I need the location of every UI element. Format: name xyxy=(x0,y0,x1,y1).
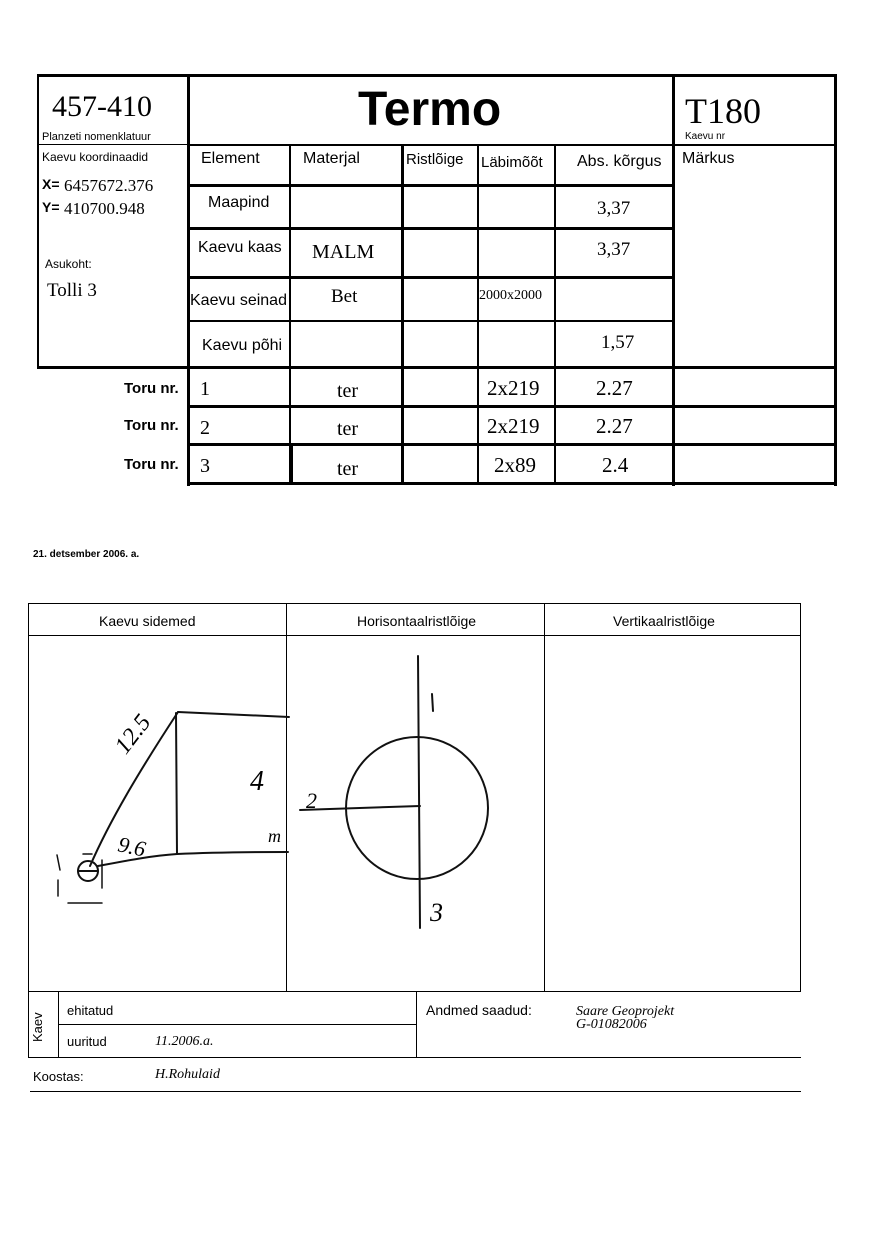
handwritten-m: m xyxy=(268,826,281,846)
col-header-remarks: Märkus xyxy=(682,150,735,167)
data-source-code: G-01082006 xyxy=(576,1017,647,1032)
pipe-1-number: 1 xyxy=(200,378,210,400)
well-side-label: Kaev xyxy=(30,1012,45,1042)
y-coordinate: 410700.948 xyxy=(64,199,145,218)
col-header-abs-height: Abs. kõrgus xyxy=(577,153,662,170)
row-walls-material: Bet xyxy=(331,286,358,307)
handwritten-12-5: 12.5 xyxy=(110,709,157,760)
well-number-label: Kaevu nr xyxy=(685,131,726,142)
row-lid-material: MALM xyxy=(312,241,375,263)
row-lid-height: 3,37 xyxy=(597,239,631,260)
pipe-3-material: ter xyxy=(337,458,359,480)
pipe-2-material: ter xyxy=(337,418,359,440)
pipe-2-height: 2.27 xyxy=(596,414,633,438)
y-label: Y= xyxy=(42,199,60,215)
data-source-company: Saare Geoprojekt xyxy=(576,1004,675,1019)
col-header-element: Element xyxy=(201,150,260,167)
pipe-1-material: ter xyxy=(337,380,359,402)
row-ground-element: Maapind xyxy=(208,194,270,211)
sketch-header-connections: Kaevu sidemed xyxy=(99,613,196,629)
x-label: X= xyxy=(42,176,60,192)
coordinates-label: Kaevu koordinaadid xyxy=(42,150,149,164)
data-source-label: Andmed saadud: xyxy=(426,1002,532,1018)
col-header-cross-section: Ristlõige xyxy=(406,151,464,168)
row-walls-element: Kaevu seinad xyxy=(190,292,287,309)
col-header-diameter: Läbimõõt xyxy=(481,154,543,171)
pipe-1-label: Toru nr. xyxy=(124,380,179,397)
pipe-3-diameter: 2x89 xyxy=(494,453,536,477)
x-coordinate: 6457672.376 xyxy=(64,176,154,195)
pipe-3-label: Toru nr. xyxy=(124,456,179,473)
pipe-1-diameter: 2x219 xyxy=(487,376,540,400)
well-number-value: T180 xyxy=(685,91,761,131)
surveyed-value: 11.2006.a. xyxy=(155,1034,214,1049)
pipe-3-number: 3 xyxy=(200,455,210,477)
surveyed-label: uuritud xyxy=(67,1034,107,1049)
pipe-3-line xyxy=(300,806,420,810)
handwritten-4: 4 xyxy=(250,766,264,797)
pipe-3-height: 2.4 xyxy=(602,453,629,477)
row-ground-height: 3,37 xyxy=(597,198,631,219)
nomenclature-label: Planzeti nomenklatuur xyxy=(42,131,151,143)
compiled-label: Koostas: xyxy=(33,1069,84,1084)
pipe-2-label: Toru nr. xyxy=(124,417,179,434)
nomenclature-value: 457-410 xyxy=(52,90,152,123)
row-walls-diameter: 2000x2000 xyxy=(479,288,542,303)
handwritten-3: 3 xyxy=(430,898,443,927)
pipe-1-height: 2.27 xyxy=(596,376,633,400)
vertical-axis xyxy=(418,656,420,928)
pipe-2-diameter: 2x219 xyxy=(487,414,540,438)
sketch-header-horizontal: Horisontaalristlõige xyxy=(357,613,477,629)
pipe-2-number: 2 xyxy=(200,417,210,439)
location-value: Tolli 3 xyxy=(47,280,97,301)
col-header-material: Materjal xyxy=(303,150,360,167)
location-label: Asukoht: xyxy=(45,257,92,271)
handwritten-9-6: 9.6 xyxy=(115,831,148,862)
page-title: Termo xyxy=(358,83,502,136)
built-label: ehitatud xyxy=(67,1003,114,1018)
handwritten-2: 2 xyxy=(306,788,317,813)
row-bottom-element: Kaevu põhi xyxy=(202,337,283,354)
document-date: 21. detsember 2006. a. xyxy=(33,549,140,560)
row-bottom-height: 1,57 xyxy=(601,332,635,353)
sketch-header-vertical: Vertikaalristlõige xyxy=(613,613,715,629)
row-lid-element: Kaevu kaas xyxy=(198,239,282,256)
compiled-value: H.Rohulaid xyxy=(155,1067,220,1082)
